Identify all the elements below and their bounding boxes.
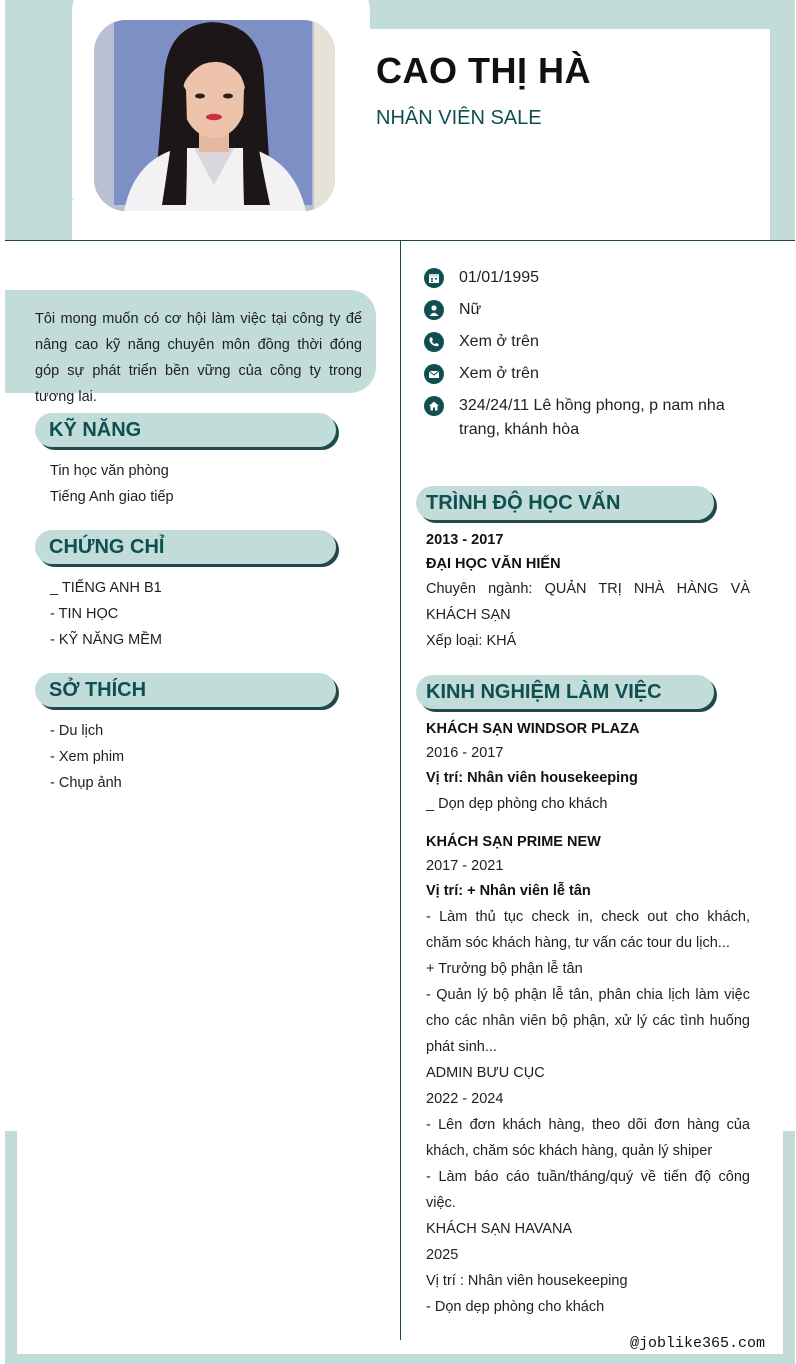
footer-border-bottom: [5, 1354, 795, 1364]
email-row: [424, 362, 759, 386]
education-heading: TRÌNH ĐỘ HỌC VẤN: [416, 486, 714, 520]
job-entry: [426, 830, 750, 878]
job-line: - Quản lý bộ phận lễ tân, phân chia lịch làm việc cho các nhân viên bộ phận, xử lý các tình huống phát sinh...: [426, 987, 750, 1055]
education-rank: Xếp loại: KHÁ: [426, 633, 517, 649]
education-major: Chuyên ngành: QUẢN TRỊ NHÀ HÀNG VÀ KHÁCH SẠN: [426, 581, 750, 623]
list-item: _ TIẾNG ANH B1: [50, 580, 162, 596]
calendar-icon: [424, 268, 444, 288]
mail-icon: [424, 364, 444, 384]
home-icon: [424, 396, 444, 416]
gender-value: Nữ: [459, 301, 482, 318]
column-divider: [400, 240, 401, 1340]
list-item: Tin học văn phòng: [50, 463, 169, 479]
list-item: - Xem phim: [50, 749, 125, 765]
candidate-name: CAO THỊ HÀ: [376, 50, 591, 91]
footer-border-right: [783, 1131, 795, 1364]
skills-heading: KỸ NĂNG: [35, 413, 336, 447]
career-objective: Tôi mong muốn có cơ hội làm việc tại công ty để nâng cao kỹ năng chuyên môn đồng thời đóng góp sự phát triển bền vững của công ty trong tương lai.: [5, 290, 376, 393]
email-value: Xem ở trên: [459, 365, 539, 382]
job-position: Vị trí: Nhân viên housekeeping: [426, 770, 638, 786]
gender-row: [424, 298, 759, 322]
job-line: - Lên đơn khách hàng, theo dõi đơn hàng của khách, chăm sóc khách hàng, quản lý shiper: [426, 1117, 750, 1159]
job-line: - Dọn dẹp phòng cho khách: [426, 1299, 605, 1315]
education-school: ĐẠI HỌC VĂN HIẾN: [426, 556, 561, 572]
job-line: 2022 - 2024: [426, 1091, 504, 1107]
job-details: [426, 765, 750, 817]
education-period: 2013 - 2017: [426, 532, 504, 548]
job-line: Vị trí : Nhân viên housekeeping: [426, 1273, 628, 1289]
phone-icon: [424, 332, 444, 352]
job-period: 2016 - 2017: [426, 745, 504, 761]
hobbies-heading: SỞ THÍCH: [35, 673, 336, 707]
job-company: KHÁCH SẠN WINDSOR PLAZA: [426, 721, 640, 737]
skills-list: [50, 458, 174, 510]
footer-border-left: [5, 1131, 17, 1364]
watermark: @joblike365.com: [630, 1335, 766, 1352]
job-line: - Làm thủ tục check in, check out cho khách, chăm sóc khách hàng, tư vấn các tour du lịch...: [426, 909, 750, 951]
job-title: NHÂN VIÊN SALE: [376, 107, 542, 129]
job-line: KHÁCH SẠN HAVANA: [426, 1221, 573, 1237]
list-item: - Du lịch: [50, 723, 104, 739]
job-line: ADMIN BƯU CỤC: [426, 1065, 545, 1081]
list-item: Tiếng Anh giao tiếp: [50, 489, 174, 505]
job-position: Vị trí: + Nhân viên lễ tân: [426, 883, 591, 899]
education-block: [426, 528, 750, 576]
job-line: + Trưởng bộ phận lễ tân: [426, 961, 583, 977]
job-company: KHÁCH SẠN PRIME NEW: [426, 834, 601, 850]
list-item: - TIN HỌC: [50, 606, 119, 622]
list-item: - KỸ NĂNG MỀM: [50, 632, 162, 648]
birthday-row: [424, 266, 759, 290]
header-diagonal: [5, 198, 75, 240]
job-entry: [426, 717, 750, 765]
hobbies-list: [50, 718, 124, 796]
job-line: - Làm báo cáo tuần/tháng/quý về tiến độ công việc.: [426, 1169, 750, 1211]
phone-value: Xem ở trên: [459, 333, 539, 350]
experience-heading: KINH NGHIỆM LÀM VIỆC: [416, 675, 714, 709]
job-period: 2017 - 2021: [426, 858, 504, 874]
job-line: 2025: [426, 1247, 459, 1263]
education-details: [426, 576, 750, 654]
certificates-heading: CHỨNG CHỈ: [35, 530, 336, 564]
birthday-value: 01/01/1995: [459, 269, 540, 286]
phone-row: [424, 330, 759, 354]
user-icon: [424, 300, 444, 320]
address-value: 324/24/11 Lê hồng phong, p nam nha trang, khánh hòa: [459, 397, 725, 438]
address-row: [424, 394, 759, 442]
certificates-list: [50, 575, 162, 653]
list-item: - Chụp ảnh: [50, 775, 122, 791]
profile-photo: [94, 20, 335, 211]
job-details: [426, 878, 750, 1320]
job-description: _ Dọn dẹp phòng cho khách: [426, 796, 608, 812]
